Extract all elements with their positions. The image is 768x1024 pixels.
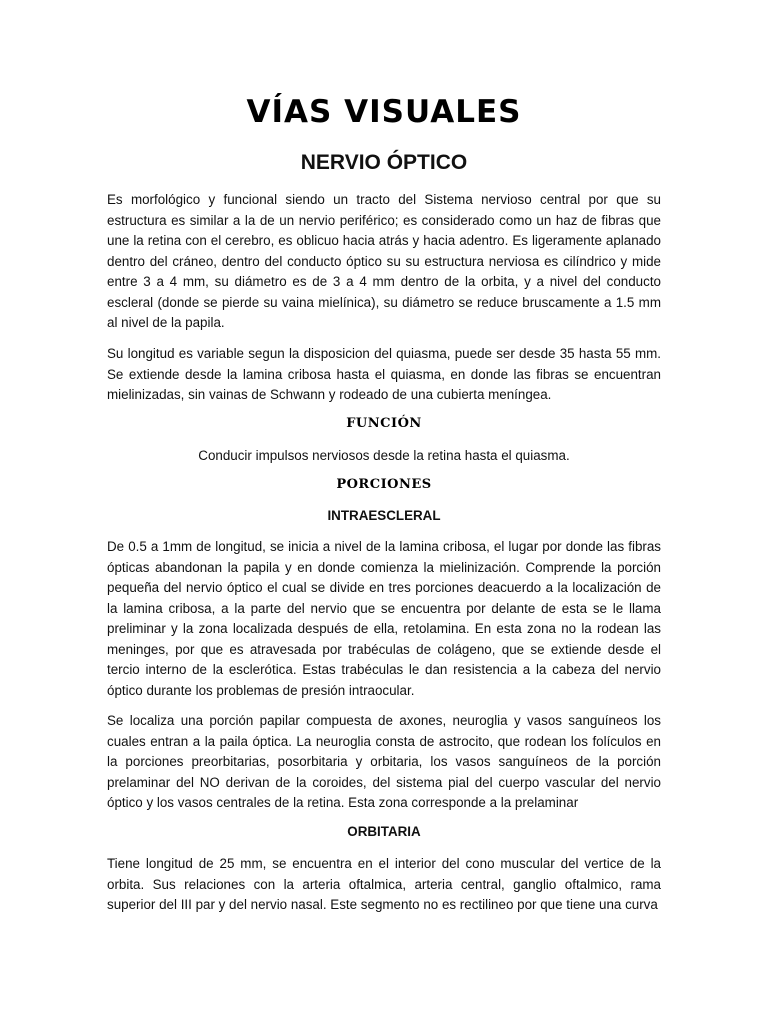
portions-heading: PORCIONES xyxy=(336,477,432,492)
intrascleral-paragraph-2: Se localiza una porción papilar compuesta de axones, neuroglia y vasos sanguíneos los cuales entran a la paila óptica. La neuroglia consta de astrocito, que rodean los folículos en la porciones preorbitarias, posorbitaria y orbitaria, los vasos sanguíneos de la porción prelaminar del NO derivan de la coroides, del sistema pial del cuerpo vascular del nervio óptico y los vasos centrales de la retina. Esta zona corresponde a la prelaminar xyxy=(107,713,661,810)
intro-paragraph: Es morfológico y funcional siendo un tracto del Sistema nervioso central por que su estructura es similar a la de un nervio periférico; es considerado como un haz de fibras que une la retina con el cerebro, es oblicuo hacia atrás y hacia adentro. Es ligeramente aplanado dentro del cráneo, dentro del conducto óptico su su estructura nerviosa es cilíndrico y mide entre 3 a 4 mm, su diámetro es de 3 a 4 mm dentro de la orbita, y a nivel del conducto escleral (donde se pierde su vaina mielínica), su diámetro se reduce bruscamente a 1.5 mm al nivel de la papila. xyxy=(107,192,661,330)
page-title: VÍAS VISUALES xyxy=(246,94,522,130)
intrascleral-heading: INTRAESCLERAL xyxy=(327,508,441,523)
section-title-optic-nerve: NERVIO ÓPTICO xyxy=(300,151,468,174)
orbital-paragraph: Tiene longitud de 25 mm, se encuentra en el interior del cono muscular del vertice de la orbita. Sus relaciones con la arteria oftalmica, arteria central, ganglio oftalmico, rama superior del III par y del nervio nasal. Este segmento no es rectilineo por que tiene una curva xyxy=(107,856,661,912)
function-heading: FUNCIÓN xyxy=(346,416,422,431)
orbital-heading: ORBITARIA xyxy=(347,824,421,839)
function-text: Conducir impulsos nerviosos desde la retina hasta el quiasma. xyxy=(198,448,570,463)
intrascleral-paragraph-1: De 0.5 a 1mm de longitud, se inicia a nivel de la lamina cribosa, el lugar por donde las fibras ópticas abandonan la papila y en donde comienza la mielinización. Comprende la porción pequeña del nervio óptico el cual se divide en tres porciones deacuerdo a la localización de la lamina cribosa, a la parte del nervio que se encuentra por delante de esta se le llama preliminar y la zona localizada después de ella, retolamina. En esta zona no la rodean las meninges, por que es atravesada por trabéculas de colágeno, que se extiende desde el tercio interno de la esclerótica. Estas trabéculas le dan resistencia a la cabeza del nervio óptico durante los problemas de presión intraocular. xyxy=(107,539,661,698)
length-paragraph: Su longitud es variable segun la disposicion del quiasma, puede ser desde 35 hasta 55 mm. Se extiende desde la lamina cribosa hasta el quiasma, en donde las fibras se encuentran mielinizadas, sin vainas de Schwann y rodeado de una cubierta meníngea. xyxy=(107,346,661,402)
